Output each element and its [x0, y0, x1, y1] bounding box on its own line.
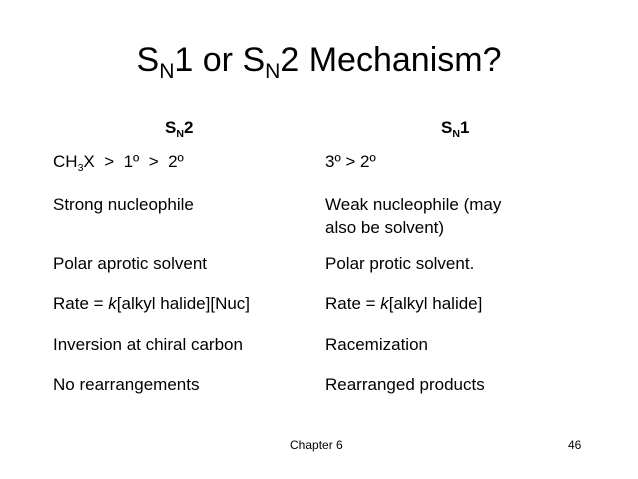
nucleophile-sn1-line2: also be solvent) [325, 218, 445, 237]
substrate-sn1: 3º > 2º [325, 152, 376, 171]
solvent-sn1: Polar protic solvent. [325, 254, 475, 273]
column-header-sn1: $S_N1$ [441, 118, 470, 140]
stereochemistry-sn1: Racemization [325, 335, 428, 354]
column-header-sn2: $S_N2$ [165, 118, 194, 140]
substrate-sn2: $CH_3X$ > 1º > 2º [53, 152, 184, 174]
rearrangement-sn2: No rearrangements [53, 375, 200, 394]
rearrangement-sn1: Rearranged products [325, 375, 485, 394]
solvent-sn2: Polar aprotic solvent [53, 254, 208, 273]
footer-chapter: Chapter 6 [290, 438, 343, 452]
nucleophile-sn1-line1: Weak nucleophile (may [325, 195, 502, 214]
nucleophile-sn2: Strong nucleophile [53, 195, 194, 214]
footer-page-number: 46 [568, 438, 582, 452]
rate-law-sn2: Rate = k[alkyl halide][Nuc] [53, 294, 251, 313]
slide-title: $S_N1$ or $S_N2$ Mechanism? [136, 41, 502, 84]
stereochemistry-sn2: Inversion at chiral carbon [53, 335, 243, 354]
rate-law-sn1: Rate = k[alkyl halide] [325, 294, 483, 313]
